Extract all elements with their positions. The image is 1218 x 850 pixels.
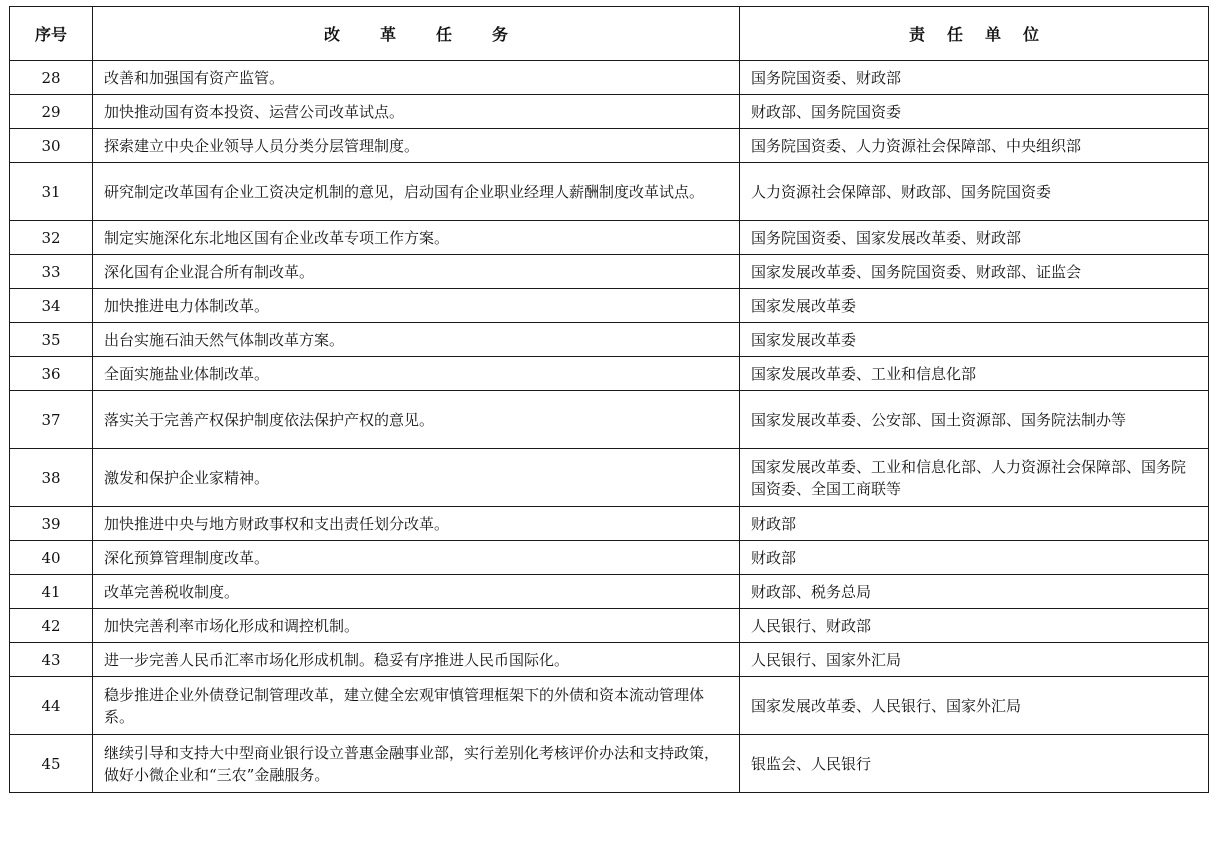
reform-task-table: [9, 6, 1209, 793]
reform-task: 加快推动国有资本投资、运营公司改革试点。: [93, 95, 740, 129]
table-row: [10, 221, 1209, 255]
table-row: [10, 61, 1209, 95]
reform-task: 进一步完善人民币汇率市场化形成机制。稳妥有序推进人民币国际化。: [93, 643, 740, 677]
row-number: 33: [10, 255, 93, 289]
table-row: [10, 449, 1209, 507]
row-number: 41: [10, 575, 93, 609]
responsible-unit: 国务院国资委、国家发展改革委、财政部: [740, 221, 1209, 255]
responsible-unit: 银监会、人民银行: [740, 735, 1209, 793]
reform-task: 改革完善税收制度。: [93, 575, 740, 609]
reform-task: 继续引导和支持大中型商业银行设立普惠金融事业部，实行差别化考核评价办法和支持政策，做好小微企业和“三农”金融服务。: [93, 735, 740, 793]
reform-task: 改善和加强国有资产监管。: [93, 61, 740, 95]
table-row: [10, 289, 1209, 323]
reform-task: 加快推进中央与地方财政事权和支出责任划分改革。: [93, 507, 740, 541]
responsible-unit: 国家发展改革委、公安部、国土资源部、国务院法制办等: [740, 391, 1209, 449]
row-number: 38: [10, 449, 93, 507]
header-unit: 责任单位: [740, 7, 1209, 61]
row-number: 35: [10, 323, 93, 357]
table-row: [10, 163, 1209, 221]
responsible-unit: 国家发展改革委、国务院国资委、财政部、证监会: [740, 255, 1209, 289]
responsible-unit: 财政部、税务总局: [740, 575, 1209, 609]
reform-task: 加快完善利率市场化形成和调控机制。: [93, 609, 740, 643]
responsible-unit: 人力资源社会保障部、财政部、国务院国资委: [740, 163, 1209, 221]
table-row: [10, 575, 1209, 609]
row-number: 32: [10, 221, 93, 255]
reform-task: 深化国有企业混合所有制改革。: [93, 255, 740, 289]
reform-task: 全面实施盐业体制改革。: [93, 357, 740, 391]
row-number: 44: [10, 677, 93, 735]
reform-task: 稳步推进企业外债登记制管理改革，建立健全宏观审慎管理框架下的外债和资本流动管理体系。: [93, 677, 740, 735]
header-no: 序号: [10, 7, 93, 61]
row-number: 45: [10, 735, 93, 793]
row-number: 30: [10, 129, 93, 163]
header-row: [10, 7, 1209, 61]
table-row: [10, 507, 1209, 541]
header-task: 改革任务: [93, 7, 740, 61]
row-number: 28: [10, 61, 93, 95]
table-row: [10, 255, 1209, 289]
table-row: [10, 735, 1209, 793]
reform-task: 制定实施深化东北地区国有企业改革专项工作方案。: [93, 221, 740, 255]
reform-task: 探索建立中央企业领导人员分类分层管理制度。: [93, 129, 740, 163]
reform-task: 研究制定改革国有企业工资决定机制的意见，启动国有企业职业经理人薪酬制度改革试点。: [93, 163, 740, 221]
responsible-unit: 人民银行、国家外汇局: [740, 643, 1209, 677]
table-row: [10, 357, 1209, 391]
row-number: 29: [10, 95, 93, 129]
row-number: 39: [10, 507, 93, 541]
row-number: 37: [10, 391, 93, 449]
table-row: [10, 643, 1209, 677]
reform-task: 加快推进电力体制改革。: [93, 289, 740, 323]
responsible-unit: 人民银行、财政部: [740, 609, 1209, 643]
reform-task: 激发和保护企业家精神。: [93, 449, 740, 507]
table-row: [10, 323, 1209, 357]
responsible-unit: 财政部、国务院国资委: [740, 95, 1209, 129]
responsible-unit: 财政部: [740, 541, 1209, 575]
row-number: 42: [10, 609, 93, 643]
reform-task: 深化预算管理制度改革。: [93, 541, 740, 575]
responsible-unit: 国家发展改革委、工业和信息化部、人力资源社会保障部、国务院国资委、全国工商联等: [740, 449, 1209, 507]
table-row: [10, 677, 1209, 735]
responsible-unit: 国务院国资委、人力资源社会保障部、中央组织部: [740, 129, 1209, 163]
responsible-unit: 财政部: [740, 507, 1209, 541]
table-row: [10, 609, 1209, 643]
table-row: [10, 95, 1209, 129]
table-row: [10, 541, 1209, 575]
reform-task: 出台实施石油天然气体制改革方案。: [93, 323, 740, 357]
table-body: [10, 61, 1209, 793]
table-row: [10, 129, 1209, 163]
row-number: 40: [10, 541, 93, 575]
responsible-unit: 国务院国资委、财政部: [740, 61, 1209, 95]
row-number: 31: [10, 163, 93, 221]
row-number: 36: [10, 357, 93, 391]
responsible-unit: 国家发展改革委、人民银行、国家外汇局: [740, 677, 1209, 735]
table-header: [10, 7, 1209, 61]
responsible-unit: 国家发展改革委: [740, 289, 1209, 323]
responsible-unit: 国家发展改革委: [740, 323, 1209, 357]
table-row: [10, 391, 1209, 449]
row-number: 34: [10, 289, 93, 323]
responsible-unit: 国家发展改革委、工业和信息化部: [740, 357, 1209, 391]
reform-task: 落实关于完善产权保护制度依法保护产权的意见。: [93, 391, 740, 449]
row-number: 43: [10, 643, 93, 677]
